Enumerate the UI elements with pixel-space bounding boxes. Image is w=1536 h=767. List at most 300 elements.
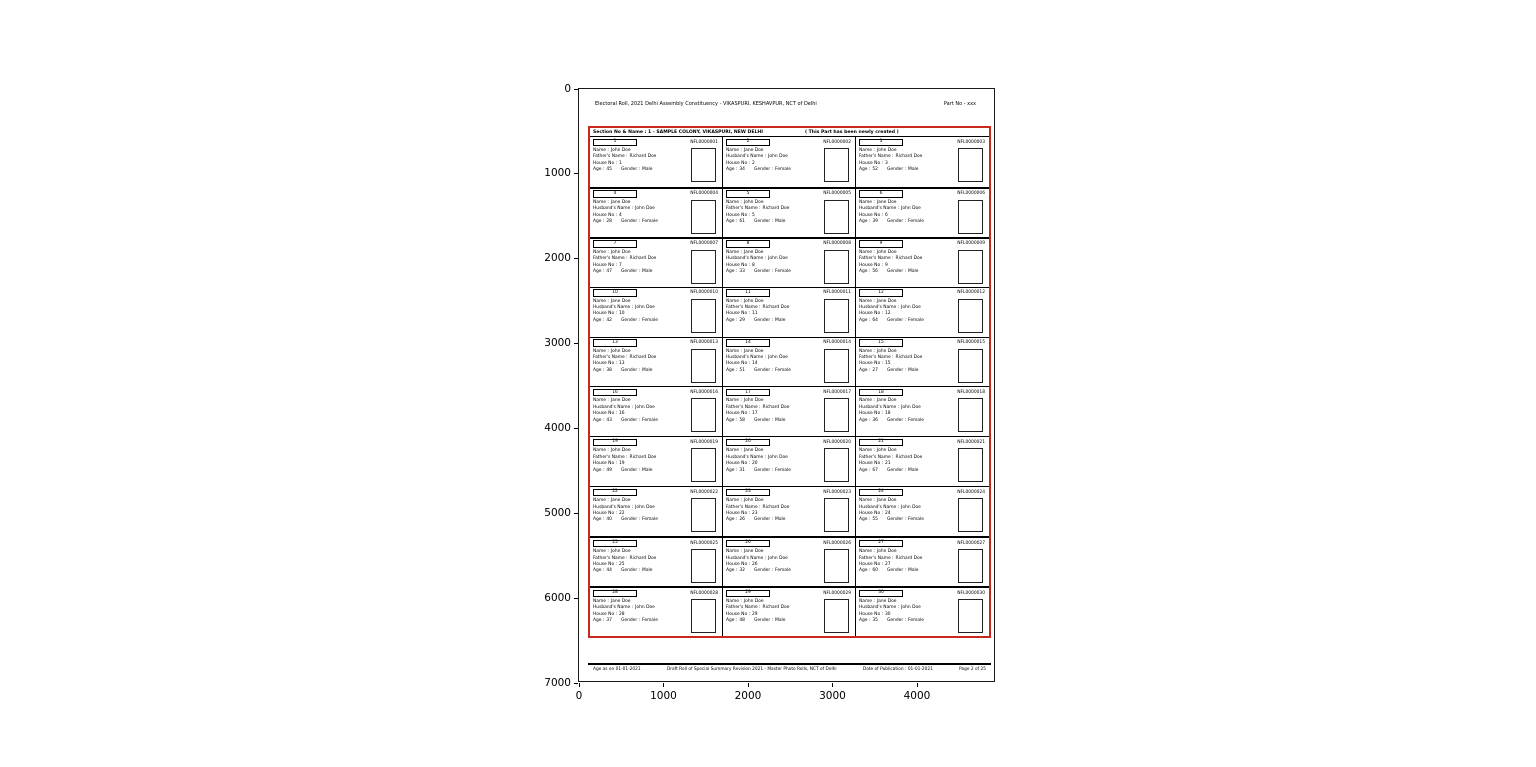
card-top-row [593, 190, 720, 198]
age-value: 44 [606, 568, 612, 574]
relation-label: Husband's Name : [726, 454, 767, 460]
voter-card [590, 137, 723, 187]
section-header [590, 128, 989, 137]
voter-card [723, 586, 856, 636]
voter-card [856, 287, 989, 337]
gender-label: Gender : [886, 317, 907, 323]
photo-placeholder [958, 498, 983, 532]
voter-card [856, 187, 989, 237]
card-text-lines [859, 398, 924, 432]
house-label: House No : [859, 561, 884, 567]
name-label: Name : [859, 298, 875, 304]
house-value: 16 [619, 411, 625, 417]
name-value: John Doe [876, 249, 897, 255]
age-gender-line [726, 269, 791, 275]
card-text-lines [593, 148, 656, 182]
house-value: 20 [752, 461, 758, 467]
house-value: 11 [752, 311, 758, 317]
y-tick-label: 4000 [544, 421, 571, 434]
gender-label: Gender : [753, 517, 774, 523]
gender-label: Gender : [753, 269, 774, 274]
serial-number-box: 21 [859, 439, 903, 447]
name-value: John Doe [743, 599, 764, 605]
serial-number-box: 28 [593, 590, 637, 598]
gender-value: Female [908, 317, 924, 323]
photo-placeholder [691, 148, 716, 182]
gender-label: Gender : [753, 367, 774, 373]
name-label: Name : [726, 348, 742, 354]
epic-number: NFL0000002 [823, 139, 851, 145]
serial-number-box: 25 [593, 540, 637, 548]
house-value: 25 [619, 561, 625, 567]
card-top-row [726, 339, 853, 347]
age-value: 39 [872, 219, 878, 225]
name-label: Name : [593, 599, 609, 605]
card-text-lines [726, 250, 791, 284]
serial-number-box: 24 [859, 489, 903, 497]
age-label: Age : [859, 367, 871, 373]
serial-number-box: 29 [726, 590, 770, 598]
photo-placeholder [824, 398, 849, 432]
card-top-row [593, 590, 720, 598]
name-label: Name : [593, 148, 609, 153]
card-top-row [859, 389, 987, 397]
relation-label: Father's Name : [593, 154, 628, 160]
voter-card [856, 137, 989, 187]
relation-value: Richard Doe [895, 454, 923, 460]
serial-number-box: 1 [593, 139, 637, 147]
house-value: 14 [752, 361, 758, 367]
relation-value: John Doe [768, 256, 788, 262]
y-tick-mark [574, 428, 578, 429]
age-value: 60 [872, 568, 878, 574]
card-body [726, 250, 853, 284]
age-value: 52 [872, 167, 878, 173]
age-value: 27 [872, 367, 878, 373]
card-body [726, 549, 853, 583]
age-label: Age : [593, 269, 605, 274]
gender-value: Female [908, 219, 924, 225]
age-label: Age : [593, 517, 605, 523]
card-text-lines [859, 148, 922, 182]
card-body [726, 200, 853, 234]
age-label: Age : [859, 618, 871, 624]
card-top-row [726, 540, 853, 548]
age-label: Age : [593, 219, 605, 225]
age-value: 48 [739, 618, 745, 624]
epic-number: NFL0000030 [957, 590, 985, 596]
epic-number: NFL0000024 [957, 489, 985, 495]
house-label: House No : [859, 511, 884, 517]
house-value: 24 [885, 511, 891, 517]
house-value: 26 [752, 561, 758, 567]
card-body [859, 498, 987, 532]
gender-value: Male [642, 167, 653, 173]
gender-value: Male [775, 219, 786, 225]
card-top-row [726, 190, 853, 198]
relation-value: Richard Doe [629, 555, 657, 561]
name-label: Name : [726, 498, 742, 504]
card-top-row [593, 540, 720, 548]
serial-number-box: 17 [726, 389, 770, 397]
gender-value: Male [642, 367, 653, 373]
serial-number-box: 8 [726, 240, 770, 248]
age-gender-line [726, 368, 791, 374]
age-label: Age : [726, 367, 738, 373]
serial-number-box: 19 [593, 439, 637, 447]
relation-label: Husband's Name : [859, 504, 900, 510]
photo-placeholder [958, 599, 983, 633]
serial-number-box: 23 [726, 489, 770, 497]
card-body [593, 250, 720, 284]
serial-number-box: 30 [859, 590, 903, 598]
card-top-row [593, 489, 720, 497]
y-tick-mark [574, 598, 578, 599]
serial-number-box: 18 [859, 389, 903, 397]
age-label: Age : [859, 269, 871, 274]
name-value: Jane Doe [743, 148, 764, 153]
gender-value: Male [642, 269, 653, 274]
gender-value: Female [642, 417, 658, 423]
age-value: 61 [739, 219, 745, 225]
relation-label: Husband's Name : [859, 305, 900, 311]
age-gender-line [726, 517, 789, 523]
relation-label: Father's Name : [859, 154, 894, 160]
age-value: 31 [739, 467, 745, 473]
card-body [593, 448, 720, 482]
relation-label: Husband's Name : [859, 605, 900, 611]
card-body [859, 148, 987, 182]
relation-label: Husband's Name : [726, 354, 767, 360]
card-text-lines [726, 398, 789, 432]
card-text-lines [593, 549, 656, 583]
name-value: John Doe [743, 498, 764, 504]
gender-label: Gender : [886, 367, 907, 373]
age-gender-line [726, 568, 791, 574]
relation-label: Husband's Name : [593, 206, 634, 212]
footer-publication-date: Date of Publication : 01-01-2021 [862, 667, 933, 672]
relation-label: Father's Name : [859, 256, 894, 262]
name-label: Name : [593, 199, 609, 205]
age-gender-line [593, 269, 656, 275]
relation-value: John Doe [635, 404, 655, 410]
age-gender-line [859, 368, 922, 374]
house-value: 5 [752, 212, 755, 218]
x-tick-mark [579, 683, 580, 687]
photo-placeholder [958, 448, 983, 482]
card-text-lines [593, 498, 658, 532]
name-value: Jane Doe [876, 199, 897, 205]
epic-number: NFL0000027 [957, 540, 985, 546]
age-value: 58 [739, 417, 745, 423]
epic-number: NFL0000005 [823, 191, 851, 197]
house-label: House No : [726, 611, 751, 617]
gender-label: Gender : [753, 467, 774, 473]
voter-card [590, 287, 723, 337]
card-body [726, 448, 853, 482]
epic-number: NFL0000023 [823, 489, 851, 495]
name-value: Jane Doe [876, 398, 897, 404]
epic-number: NFL0000003 [957, 139, 985, 145]
house-label: House No : [593, 311, 618, 317]
card-top-row [726, 240, 853, 248]
y-tick-label: 7000 [544, 676, 571, 689]
name-label: Name : [859, 348, 875, 354]
age-gender-line [593, 517, 658, 523]
age-label: Age : [859, 219, 871, 225]
age-gender-line [726, 468, 791, 474]
name-label: Name : [593, 298, 609, 304]
epic-number: NFL0000015 [957, 340, 985, 346]
photo-placeholder [691, 549, 716, 583]
voter-card [590, 386, 723, 436]
name-value: Jane Doe [610, 599, 631, 605]
epic-number: NFL0000010 [690, 290, 718, 296]
relation-value: Richard Doe [895, 555, 923, 561]
voter-card [856, 586, 989, 636]
footer-divider [588, 663, 991, 665]
house-label: House No : [593, 160, 618, 166]
name-value: Jane Doe [876, 599, 897, 605]
house-value: 27 [885, 561, 891, 567]
name-label: Name : [726, 298, 742, 304]
voter-card [723, 287, 856, 337]
relation-value: Richard Doe [629, 354, 657, 360]
serial-number-box: 26 [726, 540, 770, 548]
name-label: Name : [859, 249, 875, 255]
photo-placeholder [824, 498, 849, 532]
epic-number: NFL0000020 [823, 439, 851, 445]
name-value: John Doe [876, 348, 897, 354]
roll-title: Electoral Roll, 2021 Delhi Assembly Constituency - VIKASPURI, KESHAVPUR, NCT of Delhi [595, 101, 817, 107]
age-value: 45 [606, 167, 612, 173]
gender-value: Female [642, 517, 658, 523]
photo-placeholder [691, 250, 716, 284]
plot-area [544, 82, 995, 702]
age-label: Age : [726, 517, 738, 523]
relation-label: Husband's Name : [593, 605, 634, 611]
x-tick-mark [663, 683, 664, 687]
age-gender-line [726, 219, 789, 225]
name-value: Jane Doe [876, 498, 897, 504]
age-value: 35 [872, 618, 878, 624]
relation-label: Father's Name : [593, 454, 628, 460]
relation-label: Father's Name : [859, 555, 894, 561]
card-body [593, 498, 720, 532]
name-label: Name : [859, 398, 875, 404]
gender-value: Male [775, 417, 786, 423]
age-label: Age : [726, 219, 738, 225]
relation-value: Richard Doe [629, 454, 657, 460]
relation-label: Father's Name : [726, 605, 761, 611]
age-value: 34 [739, 167, 745, 173]
serial-number-box: 12 [859, 289, 903, 297]
y-tick-mark [574, 173, 578, 174]
epic-number: NFL0000028 [690, 590, 718, 596]
epic-number: NFL0000016 [690, 389, 718, 395]
relation-value: John Doe [768, 154, 788, 160]
age-gender-line [593, 318, 658, 324]
epic-number: NFL0000019 [690, 439, 718, 445]
serial-number-box: 13 [593, 339, 637, 347]
name-value: John Doe [610, 549, 631, 555]
card-text-lines [859, 448, 922, 482]
card-top-row [859, 190, 987, 198]
gender-value: Female [642, 219, 658, 225]
house-value: 6 [885, 212, 888, 218]
age-label: Age : [593, 568, 605, 574]
house-value: 23 [752, 511, 758, 517]
card-text-lines [859, 549, 922, 583]
gender-value: Female [775, 568, 791, 574]
serial-number-box: 9 [859, 240, 903, 248]
gender-value: Male [775, 618, 786, 624]
house-value: 17 [752, 411, 758, 417]
photo-placeholder [824, 349, 849, 383]
card-text-lines [726, 349, 791, 383]
age-gender-line [726, 618, 789, 624]
card-text-lines [593, 200, 658, 234]
relation-label: Father's Name : [593, 256, 628, 262]
card-text-lines [593, 448, 656, 482]
age-gender-line [726, 418, 789, 424]
gender-label: Gender : [886, 467, 907, 473]
house-value: 10 [619, 311, 625, 317]
gender-value: Female [775, 269, 791, 274]
age-value: 29 [739, 317, 745, 323]
gender-value: Male [908, 568, 919, 574]
name-label: Name : [726, 199, 742, 205]
age-label: Age : [859, 317, 871, 323]
name-label: Name : [859, 148, 875, 153]
card-top-row [726, 590, 853, 598]
age-label: Age : [726, 568, 738, 574]
serial-number-box: 10 [593, 289, 637, 297]
name-label: Name : [726, 249, 742, 255]
house-label: House No : [859, 212, 884, 218]
age-value: 42 [606, 317, 612, 323]
name-value: Jane Doe [610, 498, 631, 504]
y-tick-mark [574, 89, 578, 90]
gender-value: Female [908, 517, 924, 523]
age-value: 32 [739, 568, 745, 574]
card-top-row [726, 439, 853, 447]
house-label: House No : [859, 411, 884, 417]
card-top-row [859, 439, 987, 447]
gender-label: Gender : [886, 618, 907, 624]
photo-placeholder [691, 349, 716, 383]
name-label: Name : [593, 249, 609, 255]
x-tick-label: 3000 [819, 690, 846, 702]
house-label: House No : [859, 361, 884, 367]
name-value: John Doe [876, 148, 897, 153]
card-body [593, 299, 720, 333]
voter-card [590, 486, 723, 536]
house-label: House No : [859, 461, 884, 467]
card-top-row [726, 289, 853, 297]
epic-number: NFL0000018 [957, 389, 985, 395]
voter-card [856, 486, 989, 536]
card-body [726, 349, 853, 383]
card-body [859, 398, 987, 432]
name-label: Name : [859, 498, 875, 504]
card-top-row [859, 289, 987, 297]
house-label: House No : [726, 561, 751, 567]
serial-number-box: 7 [593, 240, 637, 248]
age-label: Age : [859, 417, 871, 423]
photo-placeholder [691, 448, 716, 482]
age-label: Age : [726, 467, 738, 473]
voter-card [590, 436, 723, 486]
name-value: John Doe [610, 249, 631, 255]
card-text-lines [726, 200, 789, 234]
card-body [726, 299, 853, 333]
voter-card [723, 237, 856, 287]
voter-card [723, 436, 856, 486]
age-gender-line [726, 318, 789, 324]
house-value: 30 [885, 611, 891, 617]
card-body [593, 200, 720, 234]
y-tick-label: 5000 [544, 506, 571, 519]
serial-number-box: 20 [726, 439, 770, 447]
house-label: House No : [726, 411, 751, 417]
card-text-lines [726, 498, 789, 532]
relation-label: Father's Name : [593, 354, 628, 360]
photo-placeholder [824, 200, 849, 234]
gender-label: Gender : [886, 167, 907, 173]
gender-label: Gender : [886, 417, 907, 423]
name-value: John Doe [610, 348, 631, 354]
gender-value: Female [642, 317, 658, 323]
gender-label: Gender : [620, 568, 641, 574]
gender-label: Gender : [886, 269, 907, 274]
house-value: 19 [619, 461, 625, 467]
age-gender-line [593, 219, 658, 225]
gender-value: Male [908, 269, 919, 274]
gender-value: Male [908, 367, 919, 373]
x-tick-label: 4000 [903, 690, 931, 702]
age-label: Age : [726, 618, 738, 624]
relation-label: Husband's Name : [593, 305, 634, 311]
gender-label: Gender : [753, 618, 774, 624]
relation-label: Husband's Name : [593, 404, 634, 410]
relation-label: Father's Name : [726, 504, 761, 510]
epic-number: NFL0000012 [957, 290, 985, 296]
relation-value: Richard Doe [762, 605, 790, 611]
age-gender-line [726, 167, 791, 173]
age-value: 56 [872, 269, 878, 274]
part-number: Part No - xxx [943, 101, 976, 107]
card-text-lines [726, 549, 791, 583]
gender-label: Gender : [886, 517, 907, 523]
age-gender-line [859, 167, 922, 173]
serial-number-box: 4 [593, 190, 637, 198]
relation-label: Husband's Name : [726, 154, 767, 160]
age-label: Age : [859, 517, 871, 523]
gender-label: Gender : [620, 618, 641, 624]
serial-number-box: 27 [859, 540, 903, 548]
epic-number: NFL0000007 [690, 241, 718, 247]
card-body [859, 349, 987, 383]
age-value: 28 [606, 219, 612, 225]
relation-value: John Doe [901, 404, 921, 410]
epic-number: NFL0000026 [823, 540, 851, 546]
name-label: Name : [726, 549, 742, 555]
section-name: Section No & Name : 1 - SAMPLE COLONY, VIKASPURI, NEW DELHI [593, 129, 763, 135]
epic-number: NFL0000029 [823, 590, 851, 596]
photo-placeholder [824, 549, 849, 583]
y-tick-label: 1000 [544, 167, 571, 180]
